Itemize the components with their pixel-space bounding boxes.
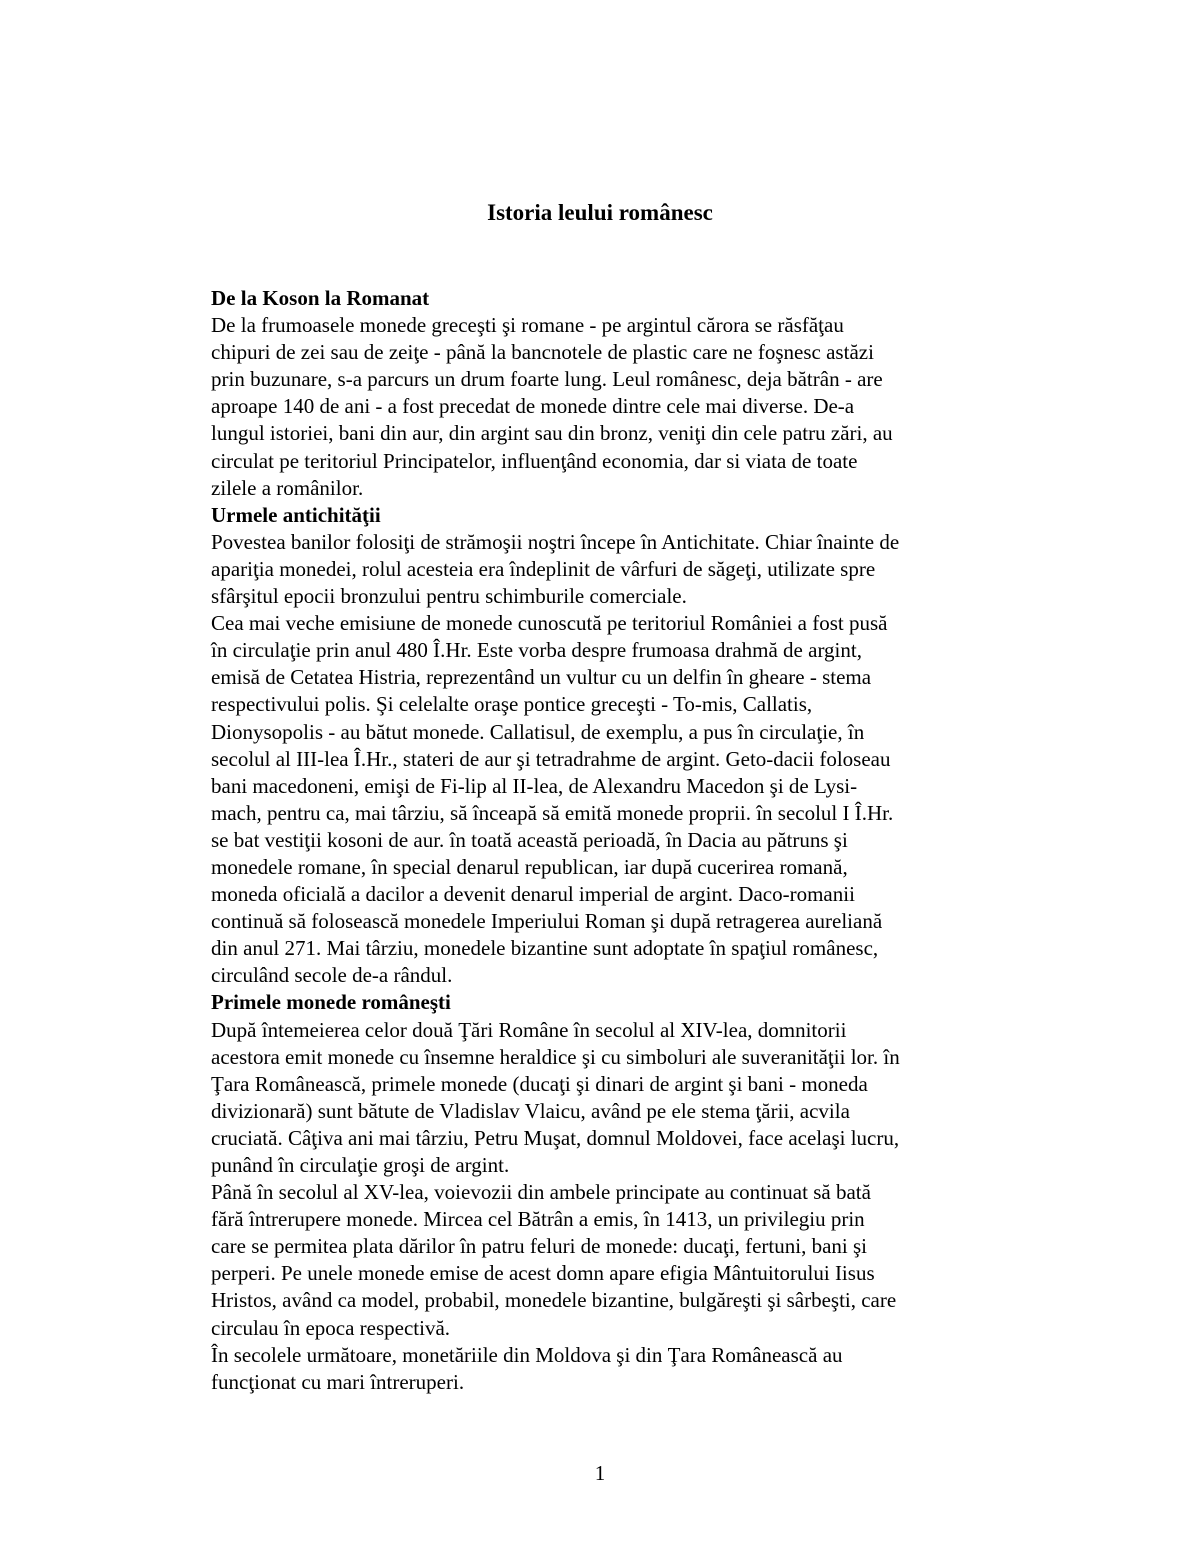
paragraph xyxy=(211,1179,1001,1342)
paragraph xyxy=(211,1017,1001,1180)
text-line: acestora emit monede cu însemne heraldice şi cu simboluri ale suveranităţii lor. în xyxy=(211,1044,900,1069)
text-line: În secolele următoare, monetăriile din Moldova şi din Ţara Românească au xyxy=(211,1342,843,1367)
text-line: sfârşitul epocii bronzului pentru schimburile comerciale. xyxy=(211,584,687,609)
text-line: punând în circulaţie groşi de argint. xyxy=(211,1153,510,1177)
paragraph xyxy=(211,1342,1001,1396)
section-heading: De la Koson la Romanat xyxy=(211,286,430,310)
text-line: secolul al III-lea Î.Hr., stateri de aur şi tetradrahme de argint. Geto-dacii foloseau xyxy=(211,746,891,771)
text-line: perperi. Pe unele monede emise de acest domn apare efigia Mântuitorului Iisus xyxy=(211,1261,875,1286)
text-line: monedele romane, în special denarul republican, iar după cucerirea romană, xyxy=(211,854,848,879)
text-line: se bat vestiţii kosoni de aur. în toată această perioadă, în Dacia au pătruns şi xyxy=(211,827,848,852)
text-line: continuă să folosească monedele Imperiului Roman şi după retragerea aureliană xyxy=(211,909,883,934)
page-number: 1 xyxy=(594,1461,606,1485)
text-line: lungul istoriei, bani din aur, din argint sau din bronz, veniţi din cele patru zări, au xyxy=(211,421,893,446)
text-line: care se permitea plata dărilor în patru feluri de monede: ducaţi, fertuni, bani şi xyxy=(211,1234,867,1259)
text-line: circulând secole de-a rândul. xyxy=(211,963,453,988)
text-line: cruciată. Câţiva ani mai târziu, Petru Muşat, domnul Moldovei, face acelaşi lucru, xyxy=(211,1125,900,1150)
paragraph xyxy=(211,312,1001,502)
text-line: divizionară) sunt bătute de Vladislav Vlaicu, având pe ele stema ţării, acvila xyxy=(211,1098,850,1123)
text-line: moneda oficială a dacilor a devenit denarul imperial de argint. Daco-romanii xyxy=(211,882,855,907)
text-line: mach, pentru ca, mai târziu, să înceapă să emită monede proprii. în secolul I Î.Hr. xyxy=(211,800,894,825)
section-heading: Urmele antichităţii xyxy=(211,502,381,527)
text-line: emisă de Cetatea Histria, reprezentând un vultur cu un delfin în gheare - stema xyxy=(211,665,872,690)
text-line: respectivului polis. Şi celelalte oraşe pontice greceşti - To-mis, Callatis, xyxy=(211,692,813,717)
text-line: După întemeierea celor două Ţări Române în secolul al XIV-lea, domnitorii xyxy=(211,1017,847,1042)
text-line: funcţionat cu mari întreruperi. xyxy=(211,1369,465,1394)
text-line: chipuri de zei sau de zeiţe - până la bancnotele de plastic care ne foşnesc astăzi xyxy=(211,340,874,365)
section-heading: Primele monede româneşti xyxy=(211,990,451,1015)
text-line: bani macedoneni, emişi de Fi-lip al II-lea, de Alexandru Macedon şi de Lysi- xyxy=(211,773,858,798)
text-line: aproape 140 de ani - a fost precedat de monede dintre cele mai diverse. De-a xyxy=(211,394,855,419)
text-line: fără întrerupere monede. Mircea cel Bătrân a emis, în 1413, un privilegiu prin xyxy=(211,1207,865,1232)
paragraph xyxy=(211,529,1001,610)
text-line: Hristos, având ca model, probabil, monedele bizantine, bulgăreşti şi sârbeşti, care xyxy=(211,1288,897,1313)
text-line: prin buzunare, s-a parcurs un drum foarte lung. Leul românesc, deja bătrân - are xyxy=(211,367,883,392)
document-body xyxy=(211,285,1001,1396)
text-line: Cea mai veche emisiune de monede cunoscută pe teritoriul României a fost pusă xyxy=(211,611,888,636)
text-line: apariţia monedei, rolul acesteia era îndeplinit de vârfuri de săgeţi, utilizate spre xyxy=(211,556,876,581)
text-line: Povestea banilor folosiţi de strămoşii noştri începe în Antichitate. Chiar înainte de xyxy=(211,529,900,554)
text-line: Până în secolul al XV-lea, voievozii din ambele principate au continuat să bată xyxy=(211,1180,871,1205)
document-title: Istoria leului românesc xyxy=(487,200,713,225)
text-line: din anul 271. Mai târziu, monedele bizantine sunt adoptate în spaţiul românesc, xyxy=(211,936,879,961)
text-line: circulat pe teritoriul Principatelor, influenţând economia, dar si viata de toate xyxy=(211,448,858,473)
paragraph xyxy=(211,610,1001,989)
text-line: zilele a românilor. xyxy=(211,475,364,500)
text-line: Dionysopolis - au bătut monede. Callatisul, de exemplu, a pus în circulaţie, în xyxy=(211,719,865,744)
text-line: Ţara Românească, primele monede (ducaţi şi dinari de argint şi bani - moneda xyxy=(211,1071,868,1096)
text-line: în circulaţie prin anul 480 Î.Hr. Este vorba despre frumoasa drahmă de argint, xyxy=(211,638,862,663)
text-line: circulau în epoca respectivă. xyxy=(211,1315,451,1340)
text-line: De la frumoasele monede greceşti şi romane - pe argintul cărora se răsfăţau xyxy=(211,313,844,338)
